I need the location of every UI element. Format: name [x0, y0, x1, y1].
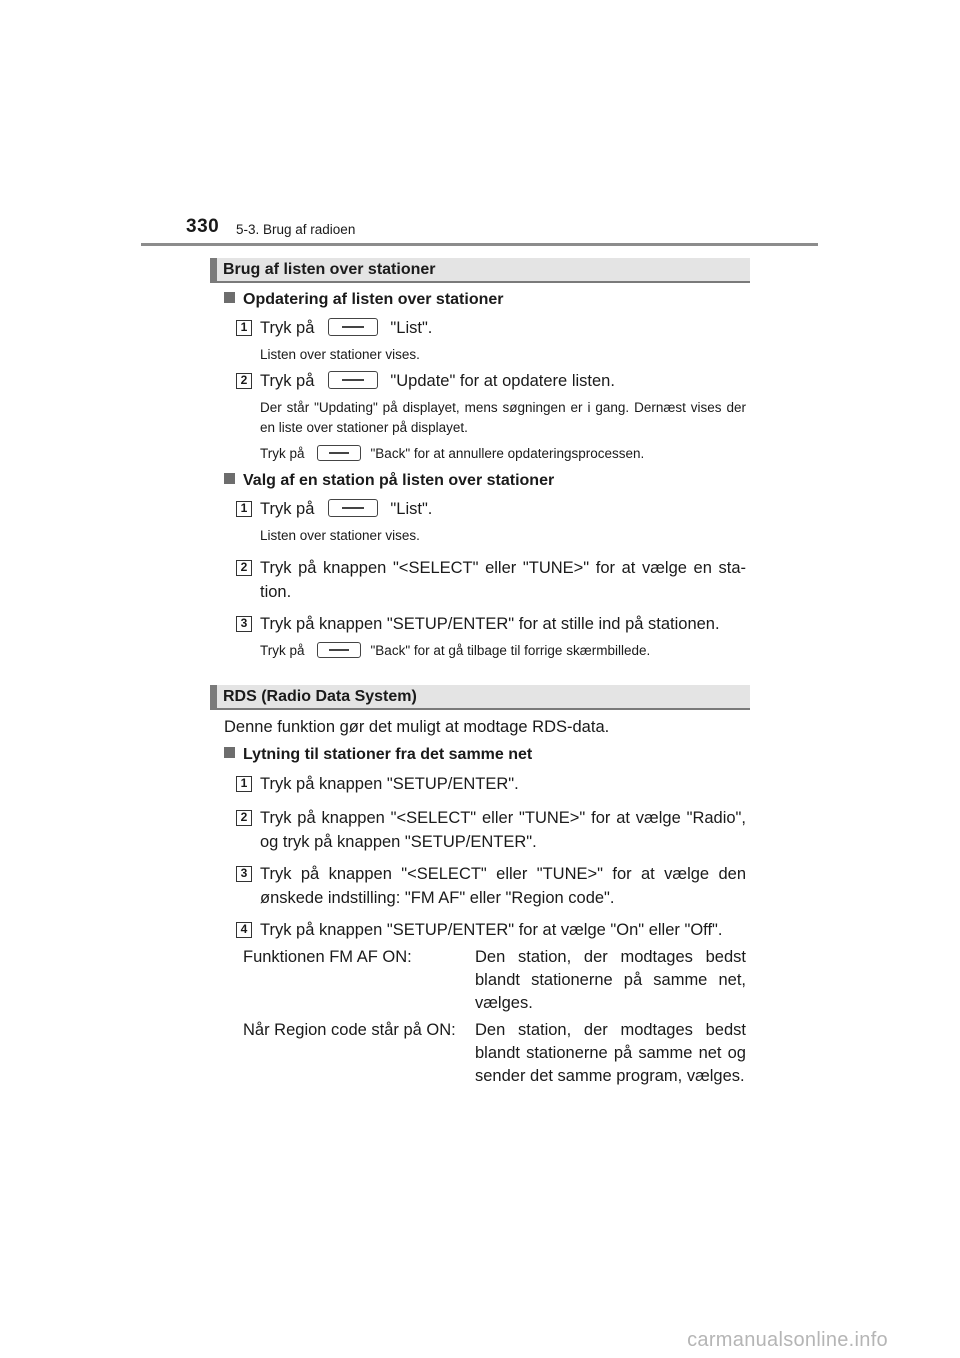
definition-label: Funktionen FM AF ON: — [243, 948, 412, 966]
square-bullet-icon — [224, 747, 235, 758]
subheading-text: Valg af en station på listen over stationer — [243, 472, 555, 489]
square-bullet-icon — [224, 292, 235, 303]
definition-text: Den station, der modtages bedst blandt stationerne på samme net og sender det samme program, vælges. — [475, 1021, 746, 1085]
step-text: Tryk på knappen "SETUP/ENTER" for at stille ind på stationen. — [260, 615, 720, 633]
step-text — [260, 369, 746, 393]
step-text-post: "List". — [390, 319, 433, 337]
subheading-update-list — [224, 291, 504, 309]
step-text-post: "List". — [390, 500, 433, 518]
step-number: 3 — [236, 866, 252, 882]
step-number: 3 — [236, 616, 252, 632]
section-header-rds — [210, 685, 750, 710]
step-text — [260, 497, 746, 521]
note-text-post: "Back" for at gå tilbage til forrige skærmbillede. — [370, 643, 651, 658]
watermark-text: carmanualsonline.info — [687, 1329, 888, 1351]
softkey-button-icon — [328, 371, 378, 389]
step-note: Listen over stationer vises. — [260, 528, 420, 543]
softkey-button-icon — [317, 642, 361, 658]
header-divider — [141, 243, 818, 246]
subheading-text: Opdatering af listen over stationer — [243, 291, 504, 308]
step-note: Listen over stationer vises. — [260, 347, 420, 362]
step-number: 1 — [236, 501, 252, 517]
section-header-station-list — [210, 258, 750, 283]
intro-paragraph: Denne funktion gør det muligt at modtage RDS-data. — [224, 718, 610, 736]
section-title: RDS (Radio Data System) — [223, 688, 417, 705]
step-text — [260, 316, 746, 340]
step-number: 2 — [236, 810, 252, 826]
page-number: 330 — [186, 216, 220, 237]
step-number: 2 — [236, 373, 252, 389]
step-text-pre: Tryk på — [260, 372, 315, 390]
step-number: 4 — [236, 922, 252, 938]
step-text-pre: Tryk på — [260, 319, 315, 337]
step-text: Tryk på knappen "<SELECT" eller "TUNE>" for at vælge en sta-tion. — [260, 559, 746, 601]
step-text-pre: Tryk på — [260, 500, 315, 518]
square-bullet-icon — [224, 473, 235, 484]
step-number: 1 — [236, 320, 252, 336]
subheading-text: Lytning til stationer fra det samme net — [243, 746, 533, 763]
step-text: Tryk på knappen "<SELECT" eller "TUNE>" for at vælge den ønskede indstilling: "FM AF" eller "Region code". — [260, 865, 746, 907]
step-note: Der står "Updating" på displayet, mens søgningen er i gang. Dernæst vises der en liste over stationer på displayet. — [260, 400, 746, 435]
definition-label: Når Region code står på ON: — [243, 1021, 456, 1039]
step-text: Tryk på knappen "<SELECT" eller "TUNE>" for at vælge "Radio", og tryk på knappen "SETUP/ENTER". — [260, 809, 746, 851]
step-text: Tryk på knappen "SETUP/ENTER". — [260, 775, 519, 793]
step-number: 1 — [236, 776, 252, 792]
note-text-pre: Tryk på — [260, 643, 305, 658]
step-text: Tryk på knappen "SETUP/ENTER" for at vælge "On" eller "Off". — [260, 921, 723, 939]
step-note — [260, 641, 746, 661]
subheading-same-network — [224, 746, 532, 764]
note-text-post: "Back" for at annullere opdateringsprocessen. — [370, 446, 645, 461]
section-title: Brug af listen over stationer — [223, 261, 436, 278]
softkey-button-icon — [317, 445, 361, 461]
step-number: 2 — [236, 560, 252, 576]
softkey-button-icon — [328, 499, 378, 517]
step-text-post: "Update" for at opdatere listen. — [390, 372, 615, 390]
subheading-select-station — [224, 472, 554, 490]
note-text-pre: Tryk på — [260, 446, 305, 461]
chapter-title: 5-3. Brug af radioen — [236, 222, 356, 237]
step-note — [260, 444, 746, 464]
definition-text: Den station, der modtages bedst blandt stationerne på samme net, vælges. — [475, 948, 746, 1012]
softkey-button-icon — [328, 318, 378, 336]
